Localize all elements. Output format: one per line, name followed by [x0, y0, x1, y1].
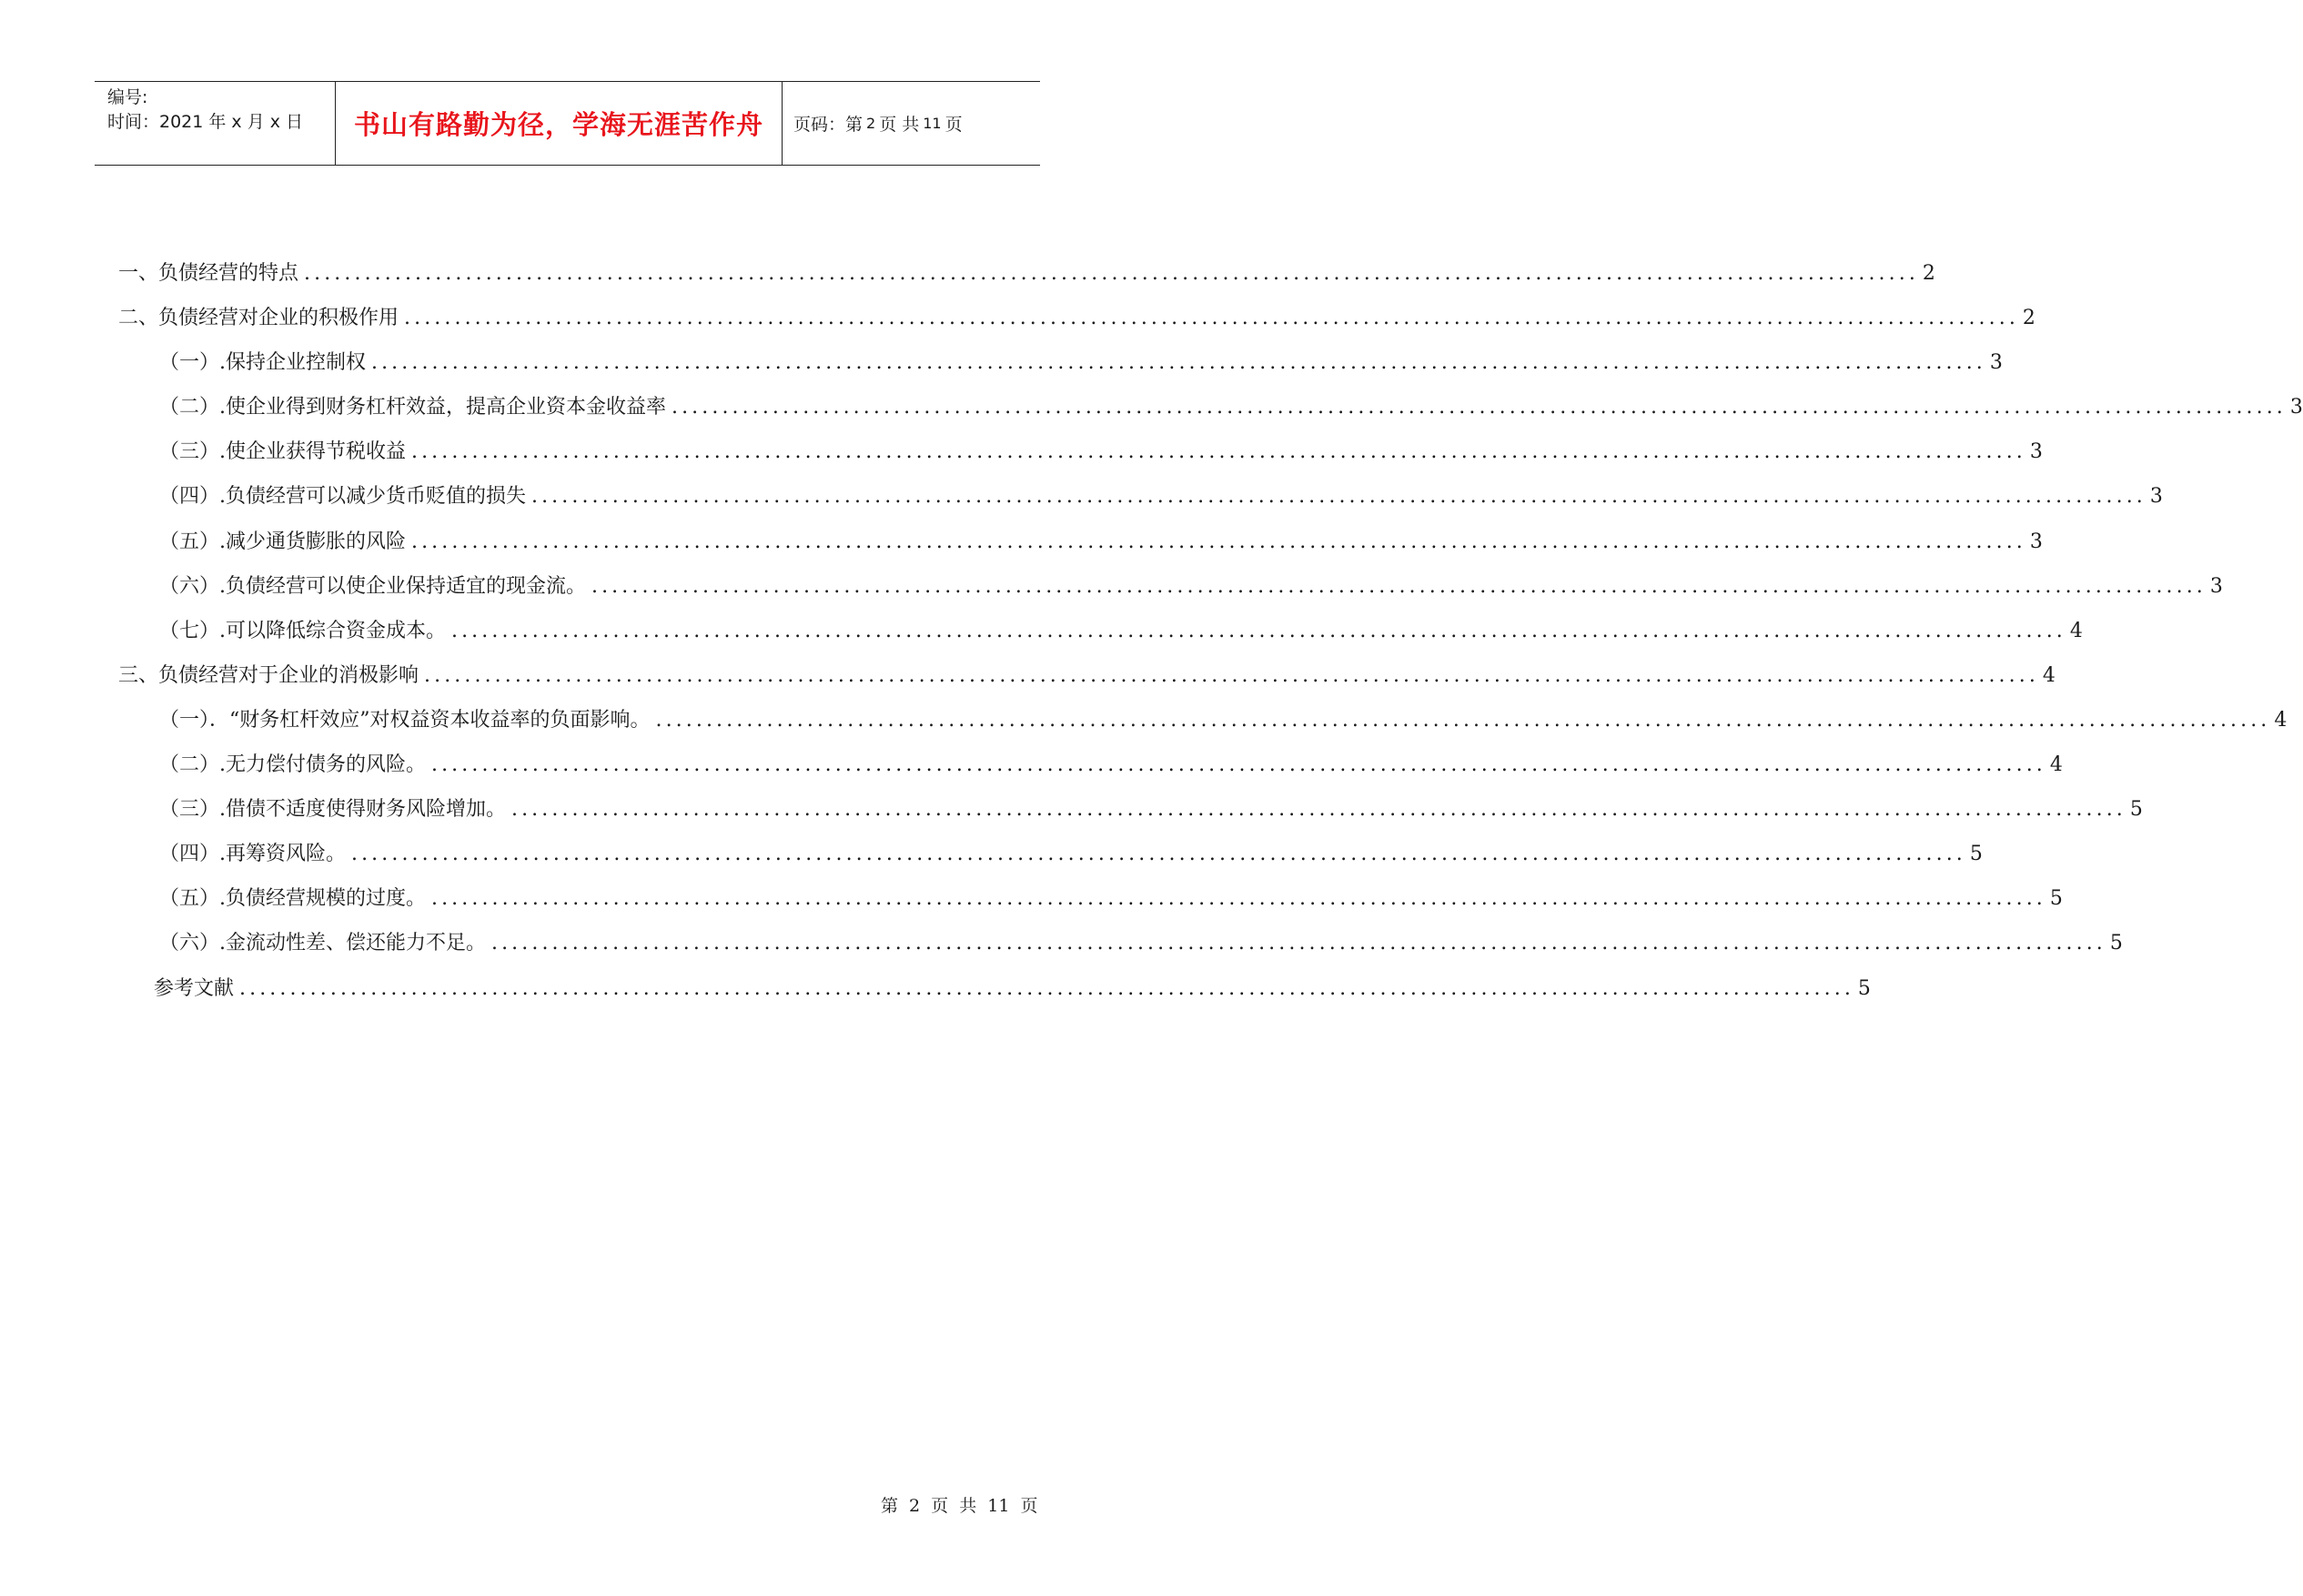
toc-entry[interactable]: [118, 302, 2035, 347]
toc-leader-dots: ................................................................................................................................................................: [672, 396, 2287, 419]
page-total: 11: [923, 115, 942, 132]
toc-leader-dots: ................................................................................................................................................................: [411, 440, 2026, 464]
document-number-label: 编号:: [107, 87, 148, 107]
toc-entry-title: （六）.金流动性差、偿还能力不足。: [159, 932, 486, 955]
toc-entry[interactable]: [118, 793, 2143, 838]
table-of-contents: [118, 258, 2303, 1017]
toc-entry-title: （五）.负债经营规模的过度。: [159, 887, 426, 911]
toc-leader-dots: ................................................................................................................................................................: [411, 530, 2026, 553]
toc-entry-title: （七）.可以降低综合资金成本。: [159, 619, 446, 642]
toc-entry[interactable]: [118, 615, 2083, 660]
toc-entry-title: 参考文献: [154, 976, 235, 1000]
toc-entry-title: （四）.再筹资风险。: [159, 843, 346, 866]
toc-entry-title: （一）.保持企业控制权: [159, 351, 366, 375]
toc-entry[interactable]: [118, 704, 2288, 749]
toc-leader-dots: ................................................................................................................................................................: [655, 708, 2271, 732]
document-time-label: 时间：2021 年 x 月 x 日: [107, 112, 304, 132]
toc-entry-title: （四）.负债经营可以减少货币贬值的损失: [159, 485, 526, 509]
toc-entry-page: 5: [1969, 843, 1983, 866]
toc-entry[interactable]: [118, 660, 2056, 704]
toc-entry-title: （二）.使企业得到财务杠杆效益，提高企业资本金收益率: [159, 396, 666, 419]
page-label-suffix: 页: [944, 115, 963, 135]
toc-entry-page: 2: [2022, 307, 2035, 330]
toc-entry-page: 4: [2274, 708, 2288, 732]
toc-entry-page: 4: [2049, 753, 2063, 777]
toc-entry-title: （二）.无力偿付债务的风险。: [159, 753, 426, 777]
toc-entry-page: 3: [1989, 351, 2003, 375]
toc-leader-dots: ................................................................................................................................................................: [431, 753, 2046, 777]
toc-leader-dots: ................................................................................................................................................................: [371, 351, 1986, 375]
toc-leader-dots: ................................................................................................................................................................: [404, 307, 2019, 330]
page-footer: 第 2 页 共 11 页: [881, 1496, 1038, 1516]
toc-entry[interactable]: [118, 973, 1871, 1017]
toc-entry-page: 3: [2029, 440, 2043, 464]
toc-entry-title: （三）.使企业获得节税收益: [159, 440, 406, 464]
toc-leader-dots: ................................................................................................................................................................: [531, 485, 2146, 509]
toc-entry-page: 4: [2069, 619, 2083, 642]
page-header: [95, 81, 1040, 166]
toc-entry-title: （五）.减少通货膨胀的风险: [159, 530, 406, 553]
toc-entry-title: （三）.借债不适度使得财务风险增加。: [159, 798, 506, 822]
toc-entry-page: 5: [2109, 932, 2123, 955]
toc-leader-dots: ................................................................................................................................................................: [591, 574, 2207, 598]
toc-leader-dots: ................................................................................................................................................................: [239, 976, 1854, 1000]
toc-entry-page: 4: [2042, 663, 2056, 687]
toc-entry-page: 2: [1922, 262, 1935, 285]
toc-entry[interactable]: [118, 436, 2043, 480]
page-label-prefix: 页码：第: [793, 115, 864, 135]
toc-leader-dots: ................................................................................................................................................................: [304, 262, 1919, 285]
toc-entry[interactable]: [118, 347, 2003, 391]
toc-entry-page: 3: [2149, 485, 2163, 509]
page-current: 2: [866, 115, 876, 132]
toc-entry-title: （六）.负债经营可以使企业保持适宜的现金流。: [159, 574, 586, 598]
toc-entry-title: （一）．“财务杠杆效应”对权益资本收益率的负面影响。: [159, 708, 651, 732]
toc-entry[interactable]: [118, 883, 2063, 927]
toc-entry-title: 一、负债经营的特点: [118, 262, 299, 285]
toc-entry-page: 5: [2049, 887, 2063, 911]
toc-leader-dots: ................................................................................................................................................................: [431, 887, 2046, 911]
toc-entry-page: 5: [2129, 798, 2143, 822]
header-motto: 书山有路勤为径，学海无涯苦作舟: [336, 82, 783, 165]
toc-entry[interactable]: [118, 927, 2123, 972]
header-page-info: [783, 82, 1040, 165]
toc-leader-dots: ................................................................................................................................................................: [351, 843, 1966, 866]
header-meta-cell: [95, 82, 336, 165]
toc-entry[interactable]: [118, 749, 2063, 793]
toc-entry[interactable]: [118, 526, 2043, 571]
toc-leader-dots: ................................................................................................................................................................: [424, 663, 2039, 687]
toc-leader-dots: ................................................................................................................................................................: [451, 619, 2066, 642]
toc-entry[interactable]: [118, 391, 2303, 436]
toc-entry-page: 5: [1857, 976, 1871, 1000]
toc-entry[interactable]: [118, 838, 1983, 883]
toc-leader-dots: ................................................................................................................................................................: [491, 932, 2106, 955]
toc-entry-title: 三、负债经营对于企业的消极影响: [118, 663, 419, 687]
toc-entry-page: 3: [2209, 574, 2223, 598]
toc-entry[interactable]: [118, 571, 2223, 615]
toc-entry[interactable]: [118, 480, 2163, 525]
toc-leader-dots: ................................................................................................................................................................: [511, 798, 2126, 822]
toc-entry-page: 3: [2029, 530, 2043, 553]
page-label-middle: 页 共: [879, 115, 920, 135]
toc-entry-title: 二、负债经营对企业的积极作用: [118, 307, 399, 330]
toc-entry[interactable]: [118, 258, 1935, 302]
toc-entry-page: 3: [2289, 396, 2303, 419]
